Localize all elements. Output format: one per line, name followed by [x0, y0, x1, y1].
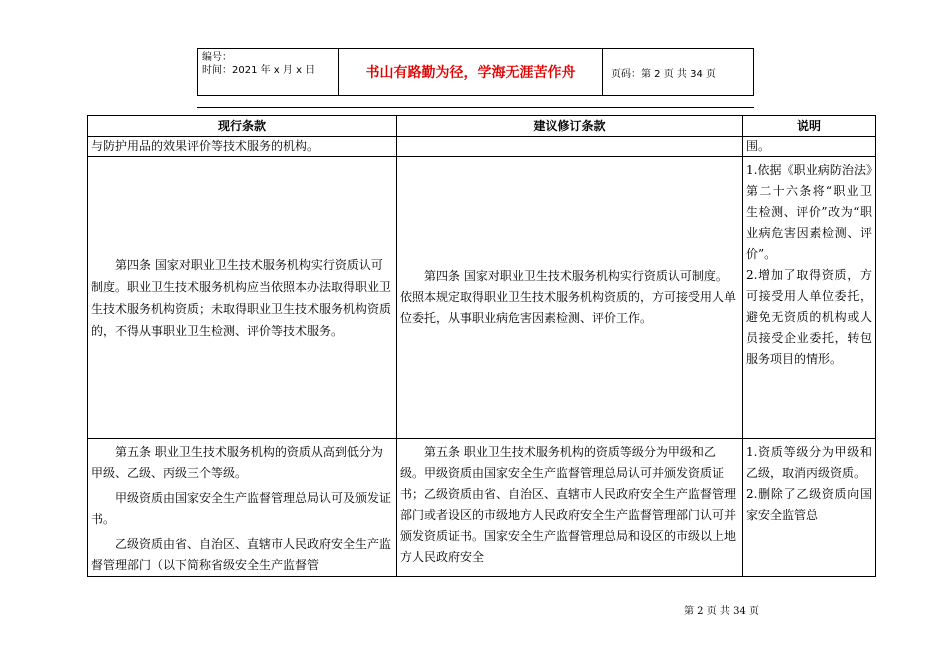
note-text: 1.资质等级分为甲级和乙级，取消丙级资质。: [746, 445, 872, 480]
table-header-row: [88, 116, 876, 137]
proposed-cell: [397, 137, 743, 157]
current-cell: [88, 157, 397, 439]
header-rule: [197, 107, 754, 108]
current-text: 乙级资质由省、自治区、直辖市人民政府安全生产监督管理部门（以下简称省级安全生产监督管: [91, 537, 392, 572]
col-current-header: 现行条款: [88, 116, 397, 137]
note-cell: [743, 137, 876, 157]
proposed-text: 第五条 职业卫生技术服务机构的资质等级分为甲级和乙级。甲级资质由国家安全生产监督管理总局认可并颁发资质证书；乙级资质由省、自治区、直辖市人民政府安全生产监督管理部门或者设区的市级地方人民政府安全生产监督管理部门认可并颁发资质证书。国家安全生产监督管理总局和设区的市级以上地方人民政府安全: [400, 445, 737, 564]
number-label: 编号：: [202, 52, 232, 63]
table-row: [88, 137, 876, 157]
header-motto: 书山有路勤为径，学海无涯苦作舟: [339, 49, 603, 95]
col-note-header: 说明: [743, 116, 876, 137]
time-label: 时间：2021 年 x 月 x 日: [202, 65, 316, 76]
page-footer: 第 2 页 共 34 页: [684, 606, 759, 617]
document-header: [197, 48, 754, 96]
header-meta: [198, 49, 339, 95]
proposed-cell: [397, 439, 743, 577]
revision-table: [87, 115, 876, 577]
note-text: 2.增加了取得资质，方可接受用人单位委托，避免无资质的机构或人员接受企业委托，转包服务项目的情形。: [746, 268, 872, 366]
current-text: 第四条 国家对职业卫生技术服务机构实行资质认可制度。职业卫生技术服务机构应当依照本办法取得职业卫生技术服务机构资质；未取得职业卫生技术服务机构资质的，不得从事职业卫生检测、评价等技术服务。: [91, 257, 392, 338]
note-text: 围。: [746, 139, 771, 153]
note-text: 2.删除了乙级资质向国家安全监管总: [746, 487, 872, 522]
current-cell: [88, 439, 397, 577]
proposed-text: 第四条 国家对职业卫生技术服务机构实行资质认可制度。依照本规定取得职业卫生技术服务机构资质的，方可接受用人单位委托，从事职业病危害因素检测、评价工作。: [400, 269, 737, 325]
current-text: 第五条 职业卫生技术服务机构的资质从高到低分为甲级、乙级、丙级三个等级。: [91, 445, 383, 480]
current-text: 与防护用品的效果评价等技术服务的机构。: [91, 139, 320, 153]
proposed-cell: [397, 157, 743, 439]
header-page-info: 页码：第 2 页 共 34 页: [611, 68, 716, 80]
note-cell: [743, 439, 876, 577]
note-text: 1.依据《职业病防治法》第二十六条将“职业卫生检测、评价”改为“职业病危害因素检测、评价”。: [746, 163, 872, 261]
note-cell: [743, 157, 876, 439]
col-proposed-header: 建议修订条款: [397, 116, 743, 137]
current-text: 甲级资质由国家安全生产监督管理总局认可及颁发证书。: [91, 491, 392, 526]
table-row: [88, 439, 876, 577]
table-row: [88, 157, 876, 439]
current-cell: [88, 137, 397, 157]
